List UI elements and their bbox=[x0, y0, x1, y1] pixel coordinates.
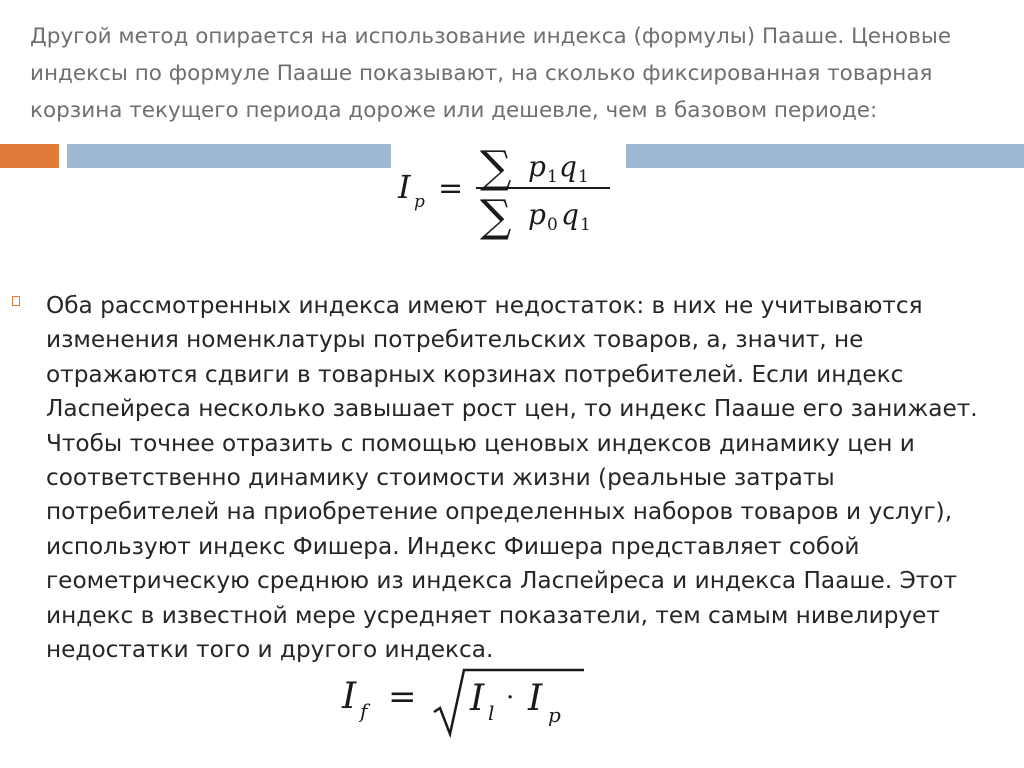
radicand-second-symbol: I bbox=[528, 678, 543, 719]
accent-bar-orange bbox=[0, 144, 59, 168]
bullet-square-icon bbox=[12, 296, 20, 306]
denominator-sum-sign: ∑ bbox=[480, 191, 512, 240]
paasche-equals-sign: = bbox=[438, 171, 464, 206]
denominator-p: p bbox=[528, 198, 546, 231]
denominator-q-subscript: 1 bbox=[580, 215, 591, 235]
numerator-q: q bbox=[559, 150, 577, 183]
accent-bar-blue-left bbox=[67, 144, 391, 168]
radicand-first-symbol: I bbox=[470, 678, 485, 719]
accent-bar-blue-right bbox=[626, 144, 1024, 168]
fisher-formula bbox=[338, 662, 588, 738]
radicand-first-subscript: l bbox=[488, 701, 495, 725]
paasche-lhs-symbol: I bbox=[398, 168, 411, 206]
fisher-equals-sign: = bbox=[388, 677, 417, 717]
denominator-q: q bbox=[561, 198, 579, 231]
paasche-formula bbox=[396, 136, 636, 240]
radicand-second-subscript: p bbox=[548, 703, 561, 727]
intro-paragraph: Другой метод опирается на использование индекса (формулы) Пааше. Ценовые индексы по формуле Пааше показывают, на сколько фиксированная товарная корзина текущего периода дороже или дешевле, чем в базовом периоде: bbox=[30, 24, 952, 123]
denominator-p-subscript: 0 bbox=[547, 215, 558, 235]
main-paragraph: Оба рассмотренных индекса имеют недостаток: в них не учитываются изменения номенклатуры потребительских товаров, а, значит, не отражаются сдвиги в товарных корзинах потребителей. Если индекс Ласпейреса несколько завышает рост цен, то индекс Пааше его занижает. Чтобы точнее отразить с помощью ценовых индексов динамику цен и соответственно динамику стоимости жизни (реальные затраты потребителей на приобретение определенных наборов товаров и услуг), используют индекс Фишера. Индекс Фишера представляет собой геометрическую среднюю из индекса Ласпейреса и индекса Пааше. Этот индекс в известной мере усредняет показатели, тем самым нивелирует недостатки того и другого индекса. bbox=[46, 292, 978, 664]
numerator-sum-sign: ∑ bbox=[480, 142, 512, 193]
multiplication-dot: · bbox=[506, 683, 515, 713]
paasche-lhs-subscript: p bbox=[414, 192, 425, 212]
numerator-p: p bbox=[528, 150, 546, 183]
fisher-lhs-symbol: I bbox=[342, 676, 357, 717]
numerator-p-subscript: 1 bbox=[547, 167, 558, 187]
fisher-lhs-subscript: f bbox=[360, 699, 368, 723]
numerator-q-subscript: 1 bbox=[578, 167, 589, 187]
